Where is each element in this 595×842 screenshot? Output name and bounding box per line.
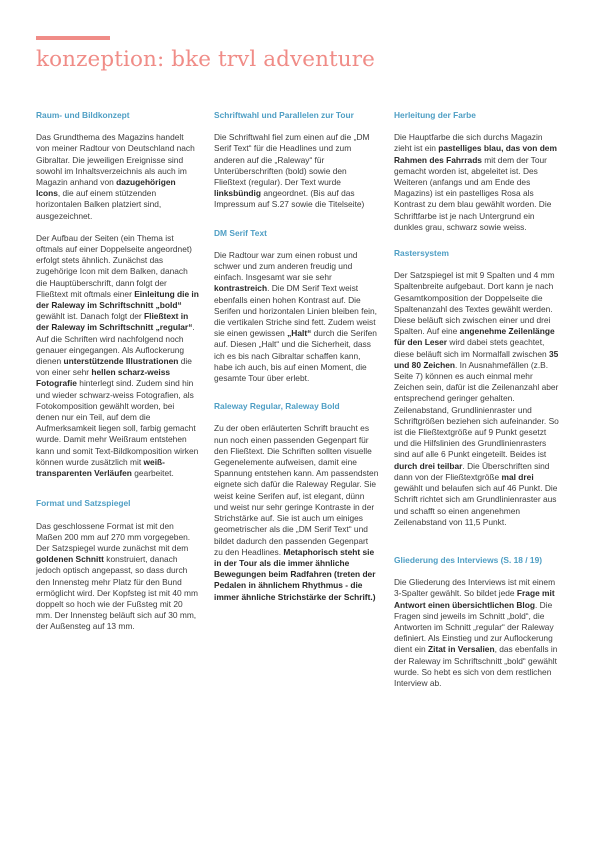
text-span: , die auf einem stützenden horizontalen Balken platziert sind, ausgezeichnet. (36, 188, 162, 221)
text-span: Die Gliederung des Interviews ist mit einem 3-Spalter gewählt. So bildet jede (394, 577, 556, 599)
bold-text: Fließtext in der Raleway im Schriftschnitt „regular“ (36, 311, 193, 333)
bold-text: kontrastreich (214, 283, 268, 294)
text-span: . In Ausnahmefällen (z.B. Seite 7) können es auch einmal mehr Zeichen sein, dafür ist die Zeilenanzahl aber entsprechend geringer gehalten. Zeilenabstand, Grundlinienraster und Schriftgrößen beziehen sich aufeinander. So ist die Fließtextgröße auf 9 Punkt gesetzt und die Hilfslinien des Grundlinienrasters sind auf alle 6 Punkt eingeteilt. Beides ist (394, 359, 559, 460)
page-title: konzeption: bke trvl adventure (36, 47, 375, 72)
text-span: konstruiert, danach jedoch optisch angepasst, so dass durch den Innensteg mehr Platz für den Bund ermöglicht wird. Der Kopfsteg ist mit 40 mm doppelt so hoch wie der Fußsteg mit 20 mm. Der Innensteg beläuft sich auf 30 mm, der Außensteg auf 13 mm. (36, 554, 198, 632)
text-span: . Auf die Schriften wird nachfolgend noch genauer eingegangen. Als Auflockerung dienen (36, 322, 195, 367)
bold-text: Einleitung die in der Raleway im Schriftschnitt „bold“ (36, 288, 199, 311)
text-span: Die Hauptfarbe die sich durchs Magazin zieht ist ein (394, 132, 543, 154)
bold-text: weiß-transparenten Verläufen (36, 456, 165, 479)
bold-text: unterstützende Illustrationen (63, 356, 179, 367)
section-heading: Format und Satzspiegel (36, 498, 131, 509)
text-span: wird dabei stets geachtet, diese beläuft sich im Normalfall zwischen (394, 337, 549, 359)
bold-text: mal drei (501, 471, 534, 482)
bold-text: pastelliges blau, das von dem Rahmen des Fahrrads (394, 143, 557, 165)
text-span: Der Aufbau der Seiten (ein Thema ist oftmals auf einer Doppelseite angeordnet) erfolgt stets ähnlich. Zunächst das zugehörige Icon mit dem Balken, danach die Hauptüberschrift, dann folgt der Fließtext mit oftmals einer (36, 232, 192, 299)
paragraph (394, 577, 560, 689)
bold-text: hellen scharz-weiss Fotografie (36, 367, 171, 389)
text-span: Die Schriftwahl fiel zum einen auf die „DM Serif Text“ für die Headlines und zum anderen auf die „Raleway“ für Unterüberschriften (bold) sowie den Fließtext (regular). Der Text wurde (214, 132, 370, 188)
text-span: Das Grundthema des Magazins handelt von meiner Radtour von Deutschland nach Gibraltar. Die jeweiligen Ereignisse sind sowohl im Inhaltsverzeichnis als auch im Magazin anhand von (36, 132, 195, 188)
bold-text: Metaphorisch steht sie in der Tour als die immer ähnliche Bewegungen beim Radfahren (treten der Pedalen in ähnlichem Rhythmus - die immer ähnliche Strichstärke der Schrift.) (214, 546, 376, 602)
text-span: Der Satzspiegel ist mit 9 Spalten und 4 mm Spaltenbreite aufgebaut. Dort kann je nach Gesamtkomposition der Doppelseite die Spaltenanzahl des Textes gewählt werden. Diese beläuft sich zwischen einer und drei Spalten. Auf eine (394, 270, 555, 337)
text-span: angeordnet. (Bis auf das Impressum auf S.27 sowie die Titelseite) (214, 188, 365, 210)
paragraph (214, 250, 379, 384)
paragraph (394, 132, 560, 233)
section-heading: Herleitung der Farbe (394, 110, 476, 120)
section-heading: Schriftwahl und Parallelen zur Tour (214, 110, 354, 120)
text-span: . Die DM Serif Text weist ebenfalls einen hohen Kontrast auf. Die Serifen und horizontalen Linien bleiben fein, die vertikalen Striche sind fett. Zudem weist sie einen gewissen (214, 283, 377, 339)
paragraph (36, 521, 199, 633)
text-span: . Die Überschriften sind dann von der Fließtextgröße (394, 460, 550, 482)
bold-text: durch drei teilbar (394, 460, 463, 471)
text-span: gewählt ist. Danach folgt der (36, 311, 145, 322)
section-heading: DM Serif Text (214, 227, 267, 238)
paragraph (214, 132, 379, 210)
bold-text: 35 und 80 Zeichen (394, 348, 559, 370)
accent-bar (36, 36, 110, 40)
paragraph (36, 132, 199, 222)
bold-text: linksbündig (214, 188, 261, 199)
text-span: mit dem der Tour gemacht worden ist, abgeleitet ist. Des Weiteren (anfangs und am Ende des Magazins) ist ein pastelliges Rosa als Kontrast zu dem blau gewählt worden. Die Schriftfarbe ist je nach Untergrund ein dunkles grau, schwarz sowie weiss. (394, 154, 552, 232)
section-heading: Rastersystem (394, 248, 449, 259)
text-span: Zu der oben erläuterten Schrift braucht es nun noch einen passenden Gegenpart für den Fließtext. Die Schriften sollten visuelle Gegenelemente aufweisen, damit eine Spannung entstehen kann. Am passendsten eignete sich dafür die Raleway Regular. Sie weist keine Serifen auf, ist elegant, dünn und weist nur sehr geringe Kontraste in der Strichstärke auf. Sie ist auch um einiges geometrischer als die „DM Serif Text“ und bildet dadurch den passenden Gegenpart zu den Headlines. (214, 423, 379, 557)
text-span: hinterlegt sind. Zudem sind hin und wieder schwarz-weiss Fotografien, als Fotokomposition gewählt worden, bei denen nur ein Teil, auf dem die Aufmerksamkeit liegen soll, farbig gemacht wurde. Damit mehr Weißraum entstehen kann und somit Text-Bildkomposition wirken können wurde zusätzlich mit (36, 378, 199, 467)
column-3 (394, 110, 560, 689)
text-span: gearbeitet. (131, 468, 174, 479)
bold-text: dazugehörigen Icons (36, 177, 176, 199)
bold-text: Zitat in Versalien (428, 644, 495, 655)
bold-text: angenehme Zeilenlänge für den Leser (394, 326, 555, 348)
bold-text: goldenen Schnitt (36, 554, 104, 565)
paragraph (36, 233, 199, 479)
text-span: die von einer sehr (36, 356, 192, 378)
bold-text: „Halt“ (287, 328, 312, 339)
text-span: gewählt und belaufen sich auf 46 Punkt. Die Schrift richtet sich am Grundlinienraster aus und schafft so einen angenehmen Zeilenabstand von 11,5 Punkt. (394, 483, 558, 527)
paragraph (214, 423, 379, 602)
text-span: . Die Fragen sind jeweils im Schnitt „bold“, die Antworten im Schnitt „regular“ der Raleway definiert. Als Einstieg und zur Auflockerung dient ein (394, 599, 554, 655)
section-heading: Raum- und Bildkonzept (36, 110, 130, 120)
column-2 (214, 110, 379, 603)
bold-text: Frage mit Antwort einen übersichtlichen Blog (394, 588, 555, 610)
section-heading: Gliederung des Interviews (S. 18 / 19) (394, 554, 543, 565)
section-heading: Raleway Regular, Raleway Bold (214, 401, 340, 412)
text-span: , das ebenfalls in der Raleway im Schriftschnitt „bold“ gewählt wurde. So hebt es sich von dem restlichen Interview ab. (394, 644, 558, 688)
text-span: Die Radtour war zum einen robust und schwer und zum anderen freudig und einfach. Insgesamt war sie sehr (214, 249, 358, 283)
column-1 (36, 110, 199, 633)
text-span: durch die Serifen auf. Diesen „Halt“ und die Sicherheit, dass ich es bis nach Gibraltar schaffen kann, habe ich auch, bis auf einen Moment, die gesamte Tour über erlebt. (214, 328, 377, 384)
text-span: Das geschlossene Format ist mit den Maßen 200 mm auf 270 mm vorgegeben. Der Satzspiegel wurde zunächst mit dem (36, 520, 191, 553)
paragraph (394, 270, 560, 528)
